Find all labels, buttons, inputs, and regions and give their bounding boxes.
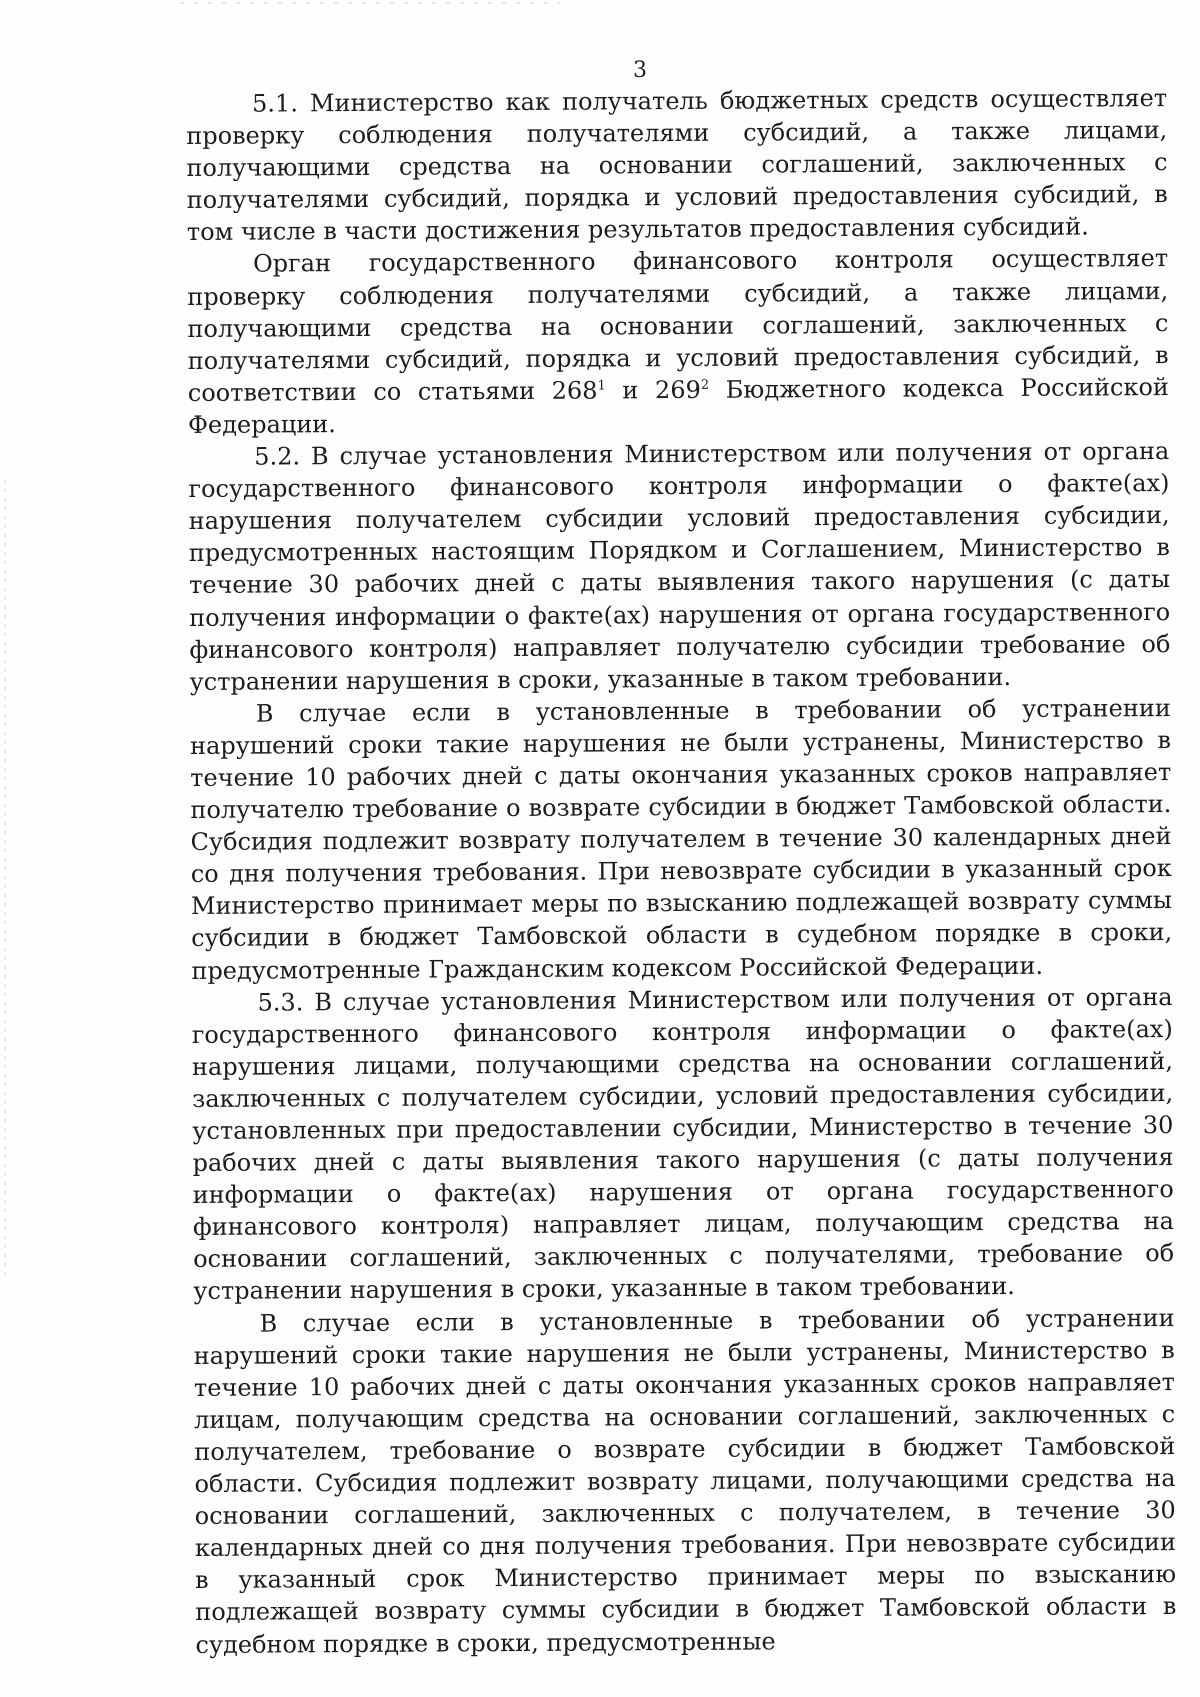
paragraph-text: и 269 xyxy=(605,375,701,405)
paragraph-text: Бюджетного кодекса Российской Федерации. xyxy=(187,372,1169,439)
paragraph-5-2: 5.2. В случае установления Министерством или получения от органа государственного финансового контроля информации о факте(ах) нарушения получателем субсидии условий предоставления субсидии, предусмотренных настоящим Порядком и Соглашением, Министерство в течение 30 рабочих дней с даты выявления такого нарушения (с даты получения информации о факте(ах) нарушения от органа государственного финансового контроля) направляет получателю субсидии требование об устранении нарушения в сроки, указанные в таком требовании. xyxy=(188,437,1171,696)
scan-artifact xyxy=(180,2,560,4)
superscript: 2 xyxy=(700,377,710,393)
paragraph-financial-control xyxy=(187,242,1169,441)
document-body xyxy=(186,82,1177,1661)
paragraph-5-1: 5.1. Министерство как получатель бюджетных средств осуществляет проверку соблюдения получателями субсидий, а также лицами, получающими средства на основании соглашений, заключенных с получателями субсидий, порядка и условий предоставления субсидий, в том числе в части достижения результатов предоставления субсидий. xyxy=(186,84,1168,247)
paragraph-5-3: 5.3. В случае установления Министерством или получения от органа государственного финансового контроля информации о факте(ах) нарушения лицами, получающими средства на основании соглашений, заключенных с получателем субсидии, условий предоставления субсидии, установленных при предоставлении субсидии, Министерство в течение 30 рабочих дней с даты выявления такого нарушения (с даты получения информации о факте(ах) нарушения от органа государственного финансового контроля) направляет лицам, получающим средства на основании соглашений, заключенных с получателями, требование об устранении нарушения в сроки, указанные в таком требовании. xyxy=(191,982,1175,1306)
superscript: 1 xyxy=(597,378,606,394)
scan-artifact xyxy=(4,480,6,1280)
paragraph-return-persons: В случае если в установленные в требовании об устранении нарушений сроки такие нарушения не были устранены, Министерство в течение 10 рабочих дней с даты окончания указанных сроков направляет лицам, получающим средства на основании соглашений, заключенных с получателем, требование о возврате субсидии в бюджет Тамбовской области. Субсидия подлежит возврату лицами, получающими средства на основании соглашений, заключенных с получателем, в течение 30 календарных дней со дня получения требования. При невозврате субсидии в указанный срок Министерство принимает меры по взысканию подлежащей возврату суммы субсидии в бюджет Тамбовской области в судебном порядке в сроки, предусмотренные xyxy=(193,1303,1177,1659)
paragraph-return-recipient: В случае если в установленные в требовании об устранении нарушений сроки такие нарушения не были устранены, Министерство в течение 10 рабочих дней с даты окончания указанных сроков направляет получателю требование о возврате субсидии в бюджет Тамбовской области. Субсидия подлежит возврату получателем в течение 30 календарных дней со дня получения требования. При невозврате субсидии в указанный срок Министерство принимает меры по взысканию подлежащей возврату суммы субсидии в бюджет Тамбовской области в судебном порядке в сроки, предусмотренные Гражданским кодексом Российской Федерации. xyxy=(189,693,1173,985)
paragraph-text: Орган государственного финансового контроля осуществляет проверку соблюдения получателями субсидий, а также лицами, получающими средства на основании соглашений, заключенных с получателями субсидий, порядка и условий предоставления субсидий, в соответствии со статьями 268 xyxy=(187,244,1169,407)
page-number: 3 xyxy=(633,58,647,83)
